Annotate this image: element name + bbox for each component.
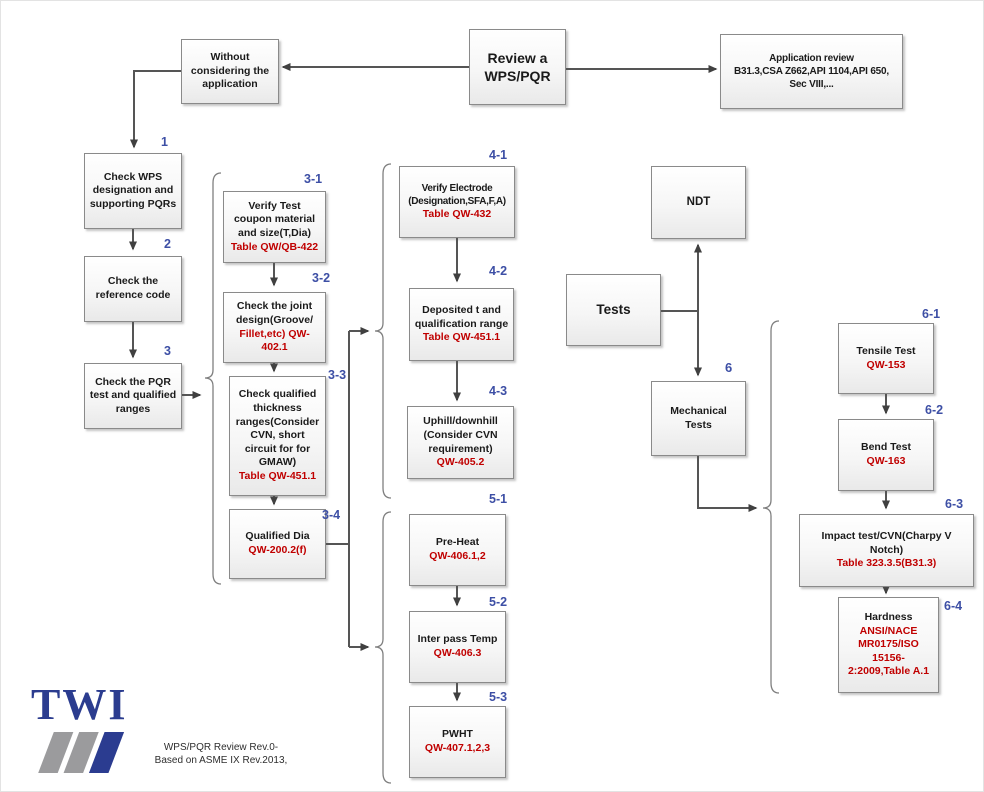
brace-group-5x <box>375 512 391 783</box>
step-label-3-3: 3-3 <box>328 368 347 382</box>
node-label: Check qualified thickness ranges(Consider CVN, short circuit for for GMAW) <box>235 388 320 469</box>
node-code-ref: QW-163 <box>866 455 906 467</box>
step-label-2: 2 <box>164 237 171 251</box>
step-label-3-4: 3-4 <box>322 508 341 522</box>
node-code-ref: QW-407.1,2,3 <box>424 742 491 754</box>
node-code-ref: QW-405.2 <box>436 456 485 469</box>
node-label: Bend Test <box>861 441 911 454</box>
node-label: Deposited t and qualification range <box>414 304 509 330</box>
node-mechanical-tests <box>651 381 746 456</box>
node-label: Without considering the application <box>190 51 270 91</box>
node-review-wps-pqr <box>469 29 566 105</box>
node-verify-electrode <box>399 166 515 238</box>
node-label: Verify Electrode (Designation,SFA,F,A) <box>408 183 506 208</box>
node-check-joint-design <box>223 292 326 363</box>
node-label: Pre-Heat <box>435 536 480 549</box>
node-label: Check WPS designation and supporting PQRs <box>89 170 177 210</box>
brace-group-3x <box>205 173 221 584</box>
step-label-5-3: 5-3 <box>489 690 508 704</box>
node-label: Check the reference code <box>95 275 171 301</box>
footer-caption-line1: WPS/PQR Review Rev.0- <box>163 742 279 753</box>
node-code-ref: Fillet,etc) QW-402.1 <box>239 327 310 354</box>
node-code-ref: QW-200.2(f) <box>248 544 307 556</box>
node-code-ref: Table 323.3.5(B31.3) <box>836 557 937 570</box>
step-label-3-2: 3-2 <box>312 271 331 285</box>
node-pwht <box>409 706 506 778</box>
node-tensile-test <box>838 323 934 394</box>
node-code-ref: Table QW-432 <box>422 208 492 221</box>
node-check-qualified-thickness <box>229 376 326 496</box>
node-without-considering-application <box>181 39 279 104</box>
twi-logo-stripes-icon <box>37 732 137 773</box>
node-code-ref: ANSI/NACE MR0175/ISO 15156-2:2009,Table A.1 <box>847 624 930 678</box>
node-label: Check the joint design(Groove/ <box>235 300 313 326</box>
arrow-without-to-check-wps <box>134 71 181 147</box>
step-label-4-2: 4-2 <box>489 264 508 278</box>
node-label: Verify Test coupon material and size(T,Dia) <box>233 199 316 239</box>
node-label: Check the PQR test and qualified ranges <box>89 375 177 415</box>
step-label-6-2: 6-2 <box>925 403 944 417</box>
node-label: Review a WPS/PQR <box>484 49 551 84</box>
step-label-4-3: 4-3 <box>489 384 508 398</box>
node-qualified-dia <box>229 509 326 579</box>
step-label-3: 3 <box>164 344 171 358</box>
node-inter-pass-temp <box>409 611 506 683</box>
node-code-ref: QW-406.1,2 <box>429 550 486 562</box>
step-label-1: 1 <box>161 135 168 149</box>
step-label-5-2: 5-2 <box>489 595 508 609</box>
node-label: NDT <box>686 196 711 209</box>
node-label: Impact test/CVN(Charpy V Notch) <box>821 530 952 556</box>
node-deposited-t-range <box>409 288 514 361</box>
step-label-6-3: 6-3 <box>945 497 964 511</box>
node-code-ref: QW-406.3 <box>433 647 482 659</box>
footer-caption-line2: Based on ASME IX Rev.2013, <box>154 754 288 766</box>
node-label: Application review <box>769 53 854 64</box>
brace-group-6x <box>763 321 779 693</box>
node-check-wps-designation <box>84 153 182 229</box>
step-label-5-1: 5-1 <box>489 492 508 506</box>
node-label: Hardness <box>864 610 913 623</box>
node-label: Tests <box>596 302 631 318</box>
node-application-review <box>720 34 903 109</box>
node-label: Mechanical Tests <box>670 404 727 431</box>
node-code-ref: Table QW-451.1 <box>238 470 317 483</box>
node-uphill-downhill <box>407 406 514 479</box>
step-label-6: 6 <box>725 360 733 375</box>
node-verify-test-coupon <box>223 191 326 263</box>
node-label: PWHT <box>442 728 473 741</box>
node-label: Tensile Test <box>856 344 916 357</box>
arrow-mechanical-to-brace6 <box>698 456 756 508</box>
brace-group-4x <box>375 164 391 498</box>
node-pre-heat <box>409 514 506 586</box>
step-label-3-1: 3-1 <box>304 172 323 186</box>
node-tests <box>566 274 661 346</box>
node-code-ref: Table QW/QB-422 <box>230 240 319 253</box>
node-impact-test-cvn <box>799 514 974 587</box>
step-label-6-1: 6-1 <box>922 307 941 321</box>
node-check-reference-code <box>84 256 182 322</box>
node-bend-test <box>838 419 934 491</box>
node-check-pqr-test-ranges <box>84 363 182 429</box>
node-code-ref: Table QW-451.1 <box>422 331 501 344</box>
footer-caption <box>136 742 306 767</box>
node-label: Uphill/downhill (Consider CVN requirement) <box>423 415 498 455</box>
step-label-6-4: 6-4 <box>944 599 963 613</box>
node-label: Inter pass Temp <box>417 633 498 646</box>
node-label: Qualified Dia <box>245 530 310 543</box>
node-ndt <box>651 166 746 239</box>
node-sublabel: B31.3,CSA Z662,API 1104,API 650, Sec VIII,... <box>734 66 889 90</box>
step-label-4-1: 4-1 <box>489 148 508 162</box>
twi-logo-text: TWI <box>31 680 128 729</box>
node-hardness <box>838 597 939 693</box>
node-code-ref: QW-153 <box>866 358 906 371</box>
